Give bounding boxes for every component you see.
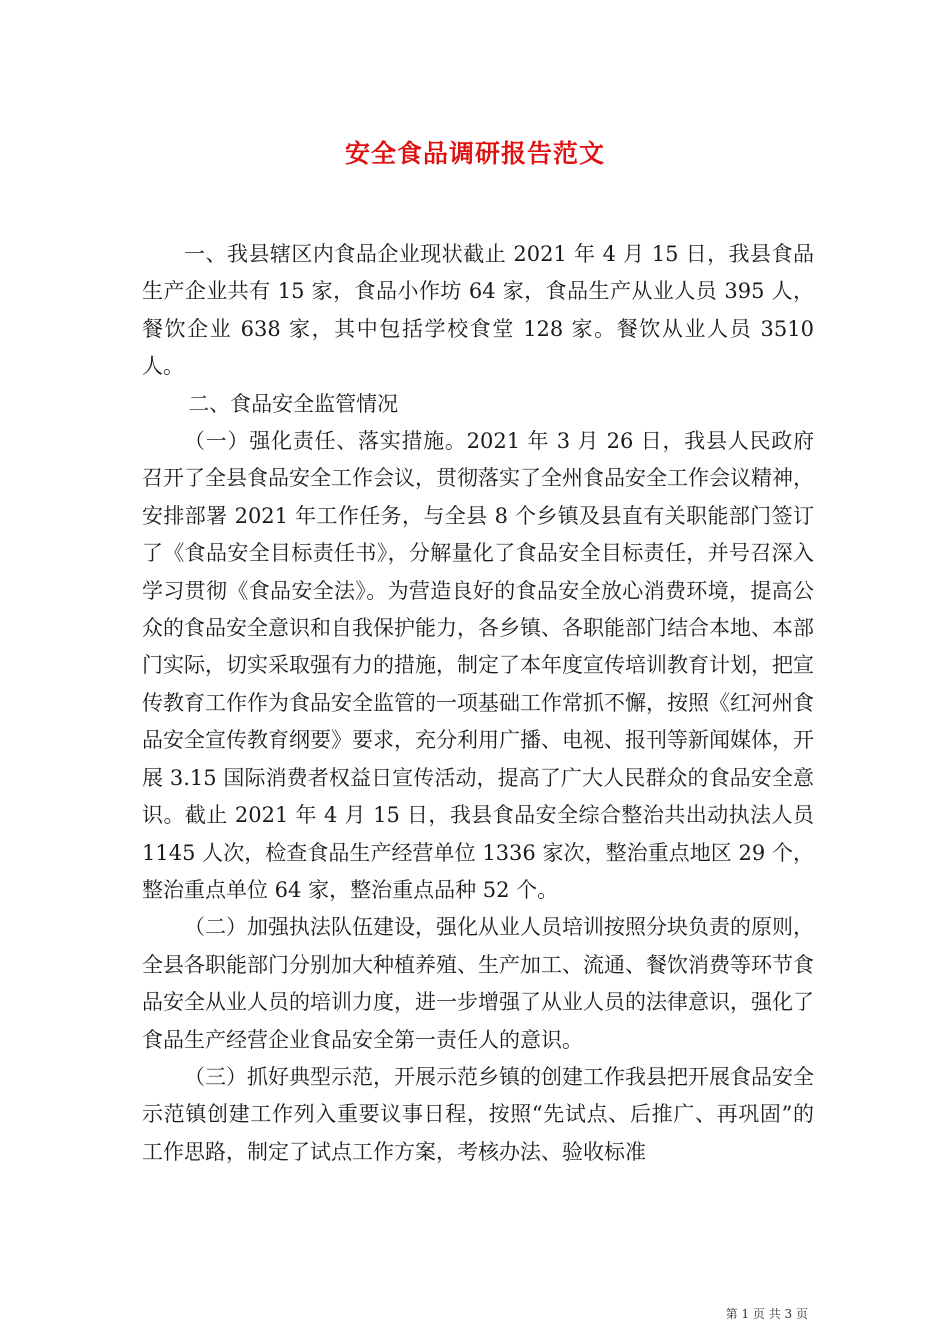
paragraph-team-building: （二）加强执法队伍建设，强化从业人员培训按照分块负责的原则，全县各职能部门分别加大种植养殖、生产加工、流通、餐饮消费等环节食品安全从业人员的培训力度，进一步增强了从业人员的法律意识，强化了食品生产经营企业食品安全第一责任人的意识。 (142, 915, 814, 1052)
page-number: 第 1 页 共 3 页 (725, 1307, 808, 1321)
paragraph-demonstration: （三）抓好典型示范，开展示范乡镇的创建工作我县把开展食品安全示范镇创建工作列入重要议事日程，按照“先试点、后推广、再巩固”的工作思路，制定了试点工作方案，考核办法、验收标准 (142, 1064, 814, 1164)
document-body (142, 236, 814, 1171)
paragraph-enterprise-status: 一、我县辖区内食品企业现状截止 2021 年 4 月 15 日，我县食品生产企业共有 15 家，食品小作坊 64 家，食品生产从业人员 395 人，餐饮企业 638 家，其中包括学校食堂 128 家。餐饮从业人员 3510 人。 (142, 242, 814, 379)
document-title: 安全食品调研报告范文 (344, 139, 605, 168)
paragraph-responsibility: （一）强化责任、落实措施。2021 年 3 月 26 日，我县人民政府召开了全县食品安全工作会议，贯彻落实了全州食品安全工作会议精神，安排部署 2021 年工作任务，与全县 8 个乡镇及县直有关职能部门签订了《食品安全目标责任书》，分解量化了食品安全目标责任，并号召深入学习贯彻《食品安全法》。为营造良好的食品安全放心消费环境，提高公众的食品安全意识和自我保护能力，各乡镇、各职能部门结合本地、本部门实际，切实采取强有力的措施，制定了本年度宣传培训教育计划，把宣传教育工作作为食品安全监管的一项基础工作常抓不懈，按照《红河州食品安全宣传教育纲要》要求，充分利用广播、电视、报刊等新闻媒体，开展 3.15 国际消费者权益日宣传活动，提高了广大人民群众的食品安全意识。截止 2021 年 4 月 15 日，我县食品安全综合整治共出动执法人员 1145 人次，检查食品生产经营单位 1336 家次，整治重点地区 29 个，整治重点单位 64 家，整治重点品种 52 个。 (142, 429, 814, 902)
section-heading-supervision: 二、食品安全监管情况 (188, 391, 399, 416)
